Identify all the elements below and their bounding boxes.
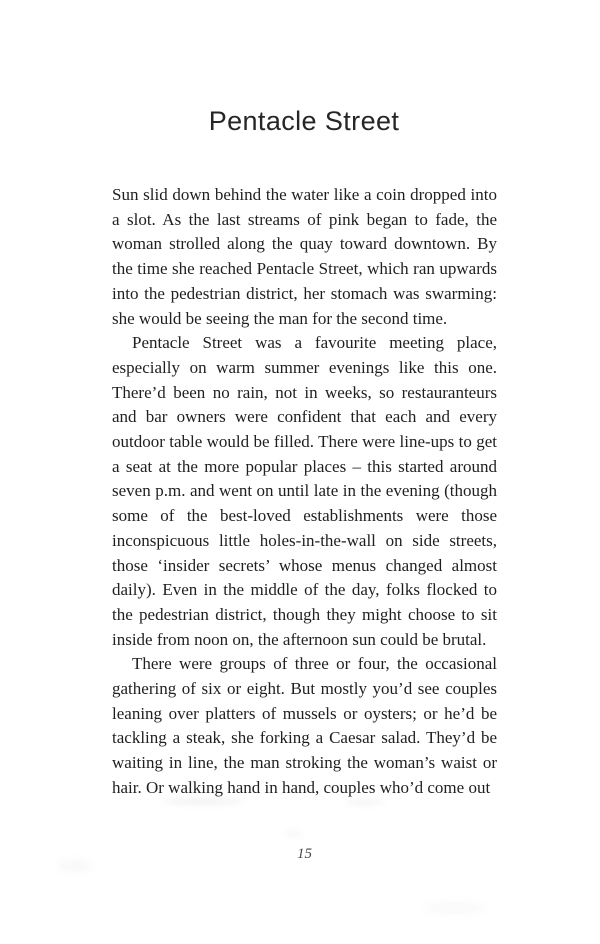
chapter-title: Pentacle Street [208,106,400,136]
paragraph-2: Pentacle Street was a favourite meeting place, especially on warm summer evenings like this one. There’d been no rain, not in weeks, so restauranteurs and bar owners were confident that each and every outdoor table would be filled. There were line-ups to get a seat at the more popular places – this started around seven p.m. and went on until late in the evening (though some of the best-loved establishments were those inconspicuous little holes-in-the-wall on side streets, those ‘insider secrets’ whose menus changed almost daily). Even in the middle of the day, folks flocked to the pedestrian district, though they might choose to sit inside from noon on, the afternoon sun could be brutal. [112,333,497,649]
scan-smudge [285,830,303,838]
paragraph-3: There were groups of three or four, the occasional gathering of six or eight. But mostly you’d see couples leaning over platters of mussels or oysters; or he’d be tackling a steak, she forking a Caesar salad. They’d be waiting in line, the man stroking the woman’s waist or hair. Or walking hand in hand, couples who’d come out [112,654,497,797]
scan-smudge [425,902,485,914]
paragraph-1: Sun slid down behind the water like a coin dropped into a slot. As the last streams of pink began to fade, the woman strolled along the quay toward downtown. By the time she reached Pentacle Street, which ran upwards into the pedestrian district, her stomach was swarming: she would be seeing the man for the second time. [112,185,497,328]
page-number: 15 [297,846,312,862]
body-text [112,183,497,801]
scan-smudge [58,860,92,872]
